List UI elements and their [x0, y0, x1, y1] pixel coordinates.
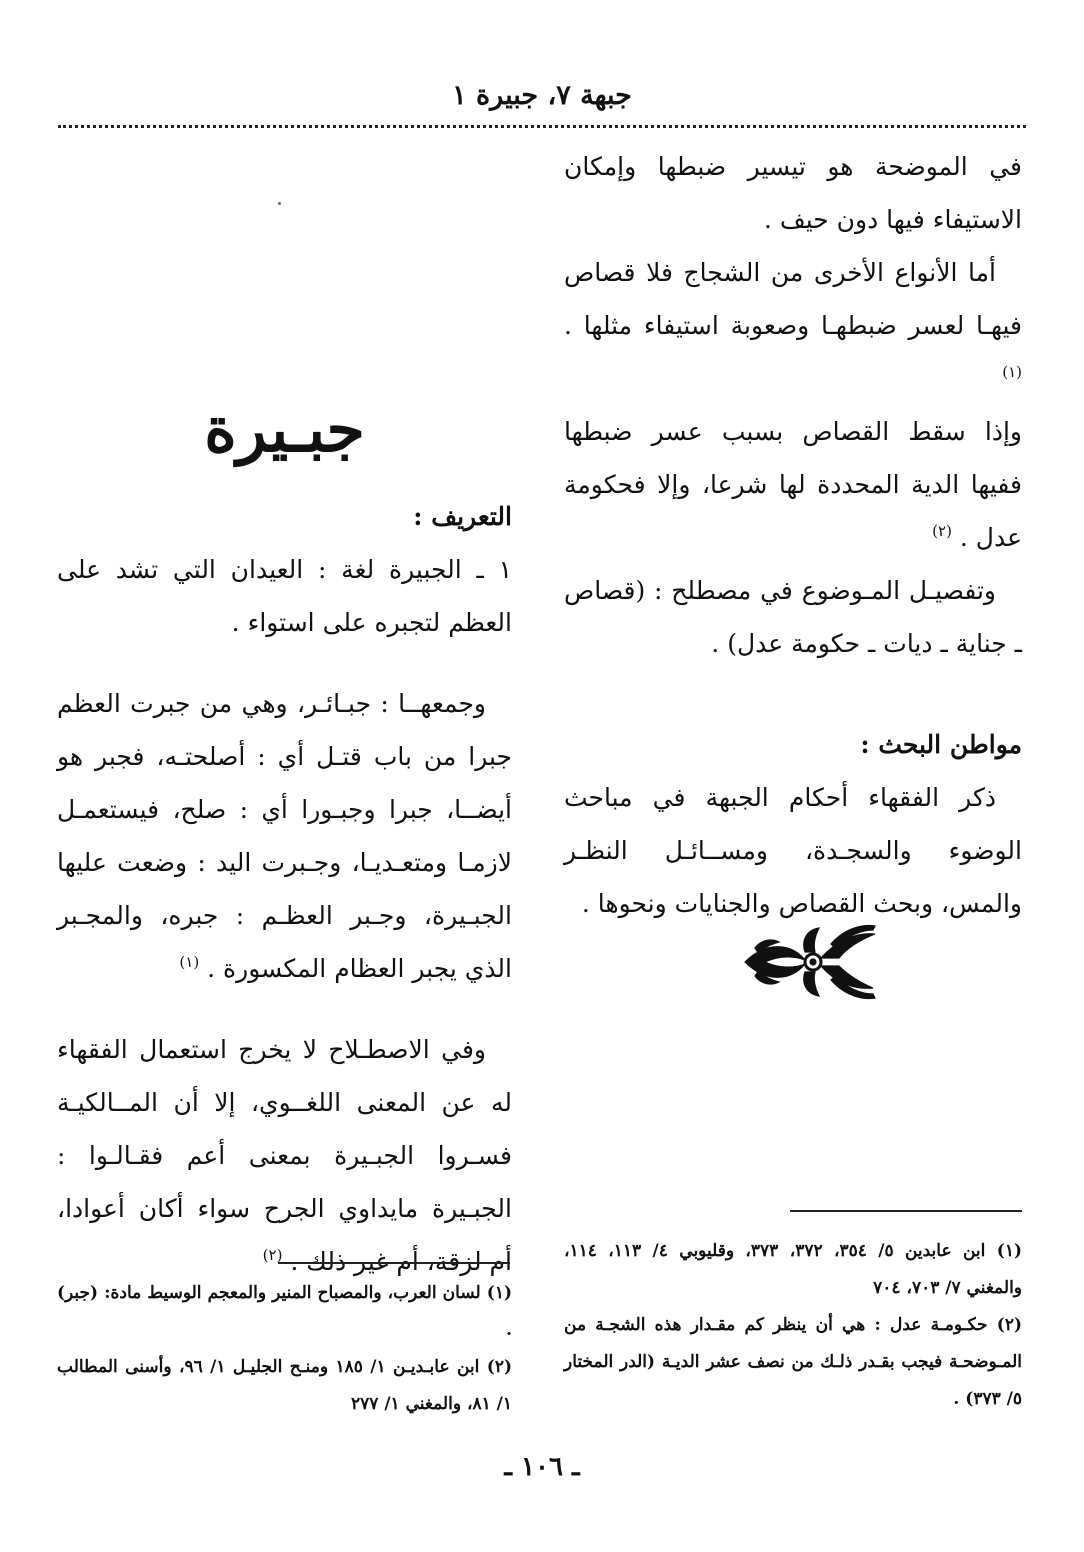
footnotes-left: [57, 1275, 512, 1423]
footnote-item: (١) لسان العرب، والمصباح المنير والمعجم الوسيط مادة: (جبر) .: [57, 1283, 512, 1340]
footnote-rule-right: [790, 1210, 1022, 1212]
left-paragraph-2-text: وجمعهــا : جبـائـر، وهي من جبرت العظم جبرا من باب قتـل أي : أصلحتـه، فجبر هو أيضــا، جبرا وجبـورا أي : صلح، فيستعمـل لازمـا ومتعـديـا، وجـبرت اليد : وضعت عليها الجبـيرة، وجـبر العظـم : جبره، والمجـبر الذي يجبر العظام المكسورة .: [57, 689, 512, 983]
running-header: جبهة ٧، جبيرة ١: [452, 80, 632, 111]
scan-speck: [278, 202, 281, 205]
right-paragraph-3: [564, 405, 1022, 564]
right-paragraph-3-text: وإذا سقط القصاص بسبب عسر ضبطها ففيها الدية المحددة لها شرعا، وإلا فحكومة عدل .: [564, 417, 1022, 552]
section-heading-research-places: مواطن البحث :: [860, 730, 1022, 759]
spacer: [57, 140, 512, 390]
floral-ornament-icon: [735, 922, 885, 1002]
right-paragraph-4: وتفصيـل المـوضوع في مصطلح : (قصاص ـ جناية ـ ديات ـ حكومة عدل) .: [564, 576, 1022, 658]
footnote-ref: (٢): [932, 522, 952, 540]
definition-heading: التعريف :: [413, 502, 512, 531]
spacer: [57, 470, 512, 490]
right-paragraph-5: ذكر الفقهاء أحكام الجبهة في مباحث الوضوء والسجـدة، ومســائـل النظـر والمس، وبحث القصاص والجنايات ونحوها .: [564, 783, 1022, 918]
header-dotted-rule: [58, 125, 1026, 128]
footnote-rule-left: [278, 1262, 510, 1264]
footnote-ref: (٢): [262, 1246, 283, 1264]
right-paragraph-2-text: أما الأنواع الأخرى من الشجاج فلا قصاص فيهـا لعسر ضبطهـا وصعوبة استيفاء مثلها .: [564, 258, 1022, 340]
right-column: [564, 140, 1022, 930]
footnotes-right: [564, 1233, 1022, 1418]
footnote-ref: (١): [1002, 363, 1022, 381]
right-paragraph-2: [564, 246, 1022, 405]
left-column: [57, 140, 512, 1288]
left-paragraph-3-text: وفي الاصطـلاح لا يخرج استعمال الفقهاء له عن المعنى اللغــوي، إلا أن المــالكيـة فسـروا الجبـيرة بمعنى أعم فقـالـوا : الجبـيرة مايداوي الجرح سواء أكان أعوادا، أم لزقة، أم غير ذلك .: [57, 1035, 512, 1276]
spacer: [57, 649, 512, 677]
footnote-item: (٢) ابن عابـديـن ١/ ١٨٥ ومنـح الجليـل ١/ ٩٦، وأسنى المطالب ١/ ٨١، والمغني ١/ ٢٧٧: [57, 1357, 512, 1414]
right-paragraph-1: في الموضحة هو تيسير ضبطها وإمكان الاستيفاء فيها دون حيف .: [564, 152, 1022, 234]
page-number: ـ ١٠٦ ـ: [504, 1452, 580, 1482]
left-paragraph-3: [57, 1023, 512, 1288]
left-paragraph-2: [57, 677, 512, 995]
footnote-item: (٢) حكـومـة عدل : هي أن ينظر كم مقـدار هذه الشجـة من المـوضحـة فيجب بقـدر ذلـك من نصف عشر الديـة (الدر المختار ٥/ ٣٧٣) .: [564, 1315, 1022, 1409]
footnote-item: (١) ابن عابدين ٥/ ٣٥٤، ٣٧٢، ٣٧٣، وقليوبي ٤/ ١١٣، ١١٤، والمغني ٧/ ٧٠٣، ٧٠٤: [564, 1241, 1022, 1298]
left-paragraph-1: ١ ـ الجبيرة لغة : العيدان التي تشد على العظم لتجبره على استواء .: [57, 555, 512, 637]
entry-title: جبـيرة: [204, 393, 365, 466]
spacer: [57, 995, 512, 1023]
spacer: [564, 670, 1022, 718]
footnote-ref: (١): [179, 953, 200, 971]
